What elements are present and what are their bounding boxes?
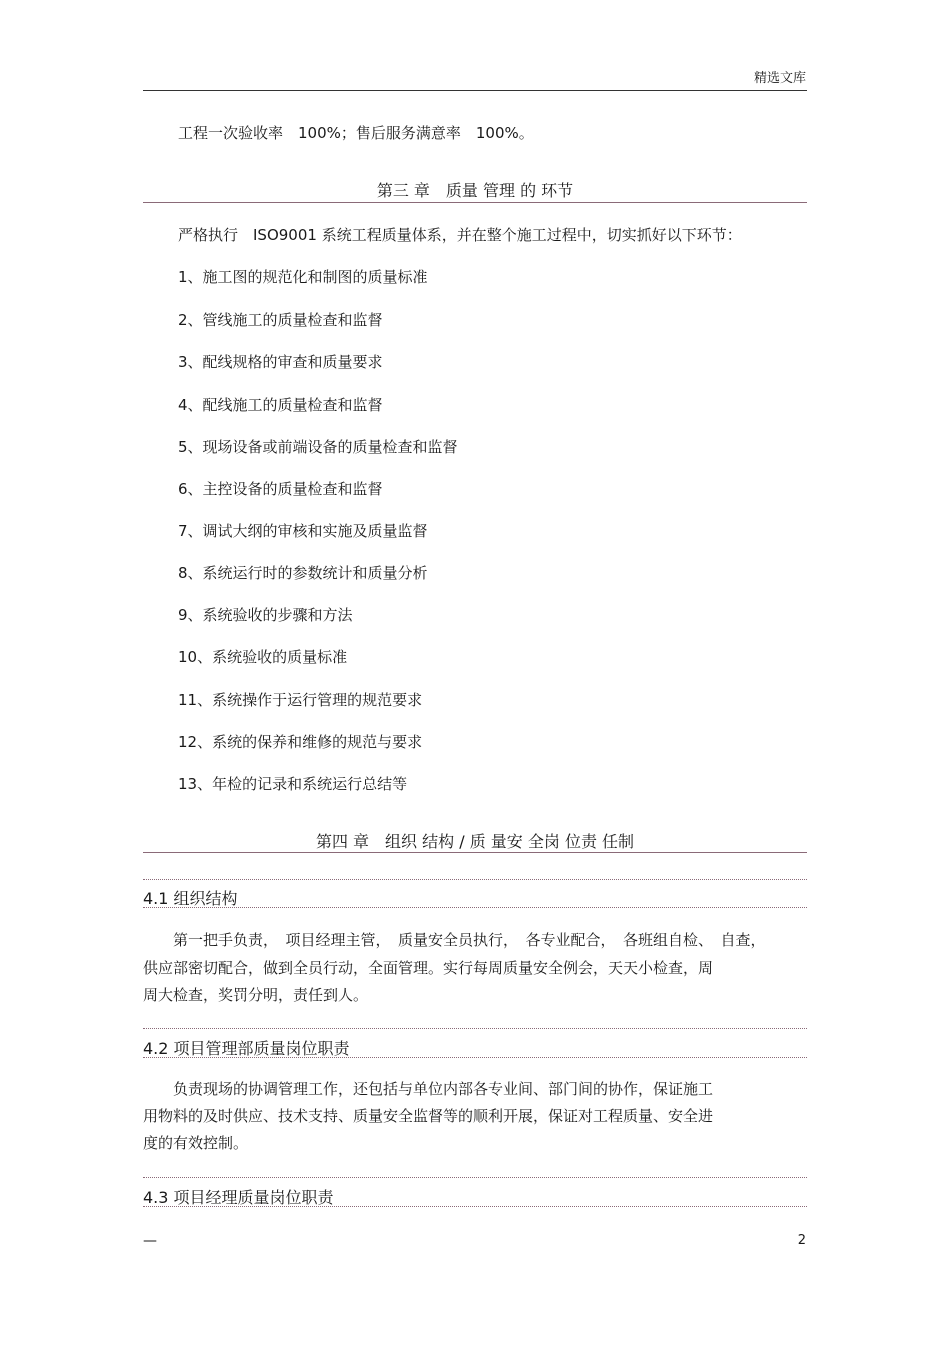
section-rule-top: [143, 879, 807, 880]
section-heading-4-2: 4.2 项目管理部质量岗位职责: [143, 1039, 350, 1058]
section-heading-4-3: 4.3 项目经理质量岗位职责: [143, 1188, 334, 1207]
list-item: 1、施工图的规范化和制图的质量标准: [178, 268, 428, 286]
list-item: 9、系统验收的步骤和方法: [178, 606, 353, 624]
section-heading-4-1: 4.1 组织结构: [143, 889, 238, 908]
footer-dash: —: [143, 1233, 157, 1249]
paragraph-line: 供应部密切配合，做到全员行动，全面管理。实行每周质量安全例会，天天小检查，周: [143, 959, 714, 977]
section-rule-top: [143, 1177, 807, 1178]
chapter3-rule: [143, 202, 807, 203]
list-item: 6、主控设备的质量检查和监督: [178, 480, 383, 498]
section-rule-bottom: [143, 907, 807, 908]
list-item: 4、配线施工的质量检查和监督: [178, 396, 383, 414]
list-item: 7、调试大纲的审核和实施及质量监督: [178, 522, 428, 540]
section-rule-bottom: [143, 1057, 807, 1058]
list-item: 13、年检的记录和系统运行总结等: [178, 775, 408, 793]
paragraph-line: 周大检查，奖罚分明，责任到人。: [143, 986, 369, 1004]
paragraph-line: 用物料的及时供应、技术支持、质量安全监督等的顺利开展，保证对工程质量、安全进: [143, 1107, 714, 1125]
list-item: 8、系统运行时的参数统计和质量分析: [178, 564, 428, 582]
intro-line: 工程一次验收率 100%；售后服务满意率 100%。: [178, 124, 534, 142]
paragraph-line: 负责现场的协调管理工作，还包括与单位内部各专业间、部门间的协作，保证施工: [143, 1080, 714, 1098]
list-item: 11、系统操作于运行管理的规范要求: [178, 691, 423, 709]
paragraph-line: 度的有效控制。: [143, 1134, 249, 1152]
chapter4-title: 第四 章 组织 结构 / 质 量安 全岗 位责 任制: [315, 832, 635, 851]
section-rule-bottom: [143, 1206, 807, 1207]
list-item: 10、系统验收的质量标准: [178, 648, 348, 666]
list-item: 5、现场设备或前端设备的质量检查和监督: [178, 438, 458, 456]
paragraph-line: 第一把手负责， 项目经理主管， 质量安全员执行， 各专业配合， 各班组自检、 自查，: [143, 931, 766, 949]
list-item: 12、系统的保养和维修的规范与要求: [178, 733, 423, 751]
list-item: 2、管线施工的质量检查和监督: [178, 311, 383, 329]
chapter3-title: 第三 章 质量 管理 的 环节: [376, 181, 574, 200]
header-brand: 精选文库: [753, 71, 806, 86]
section-rule-top: [143, 1028, 807, 1029]
chapter4-rule: [143, 852, 807, 853]
list-item: 3、配线规格的审查和质量要求: [178, 353, 383, 371]
header-divider: [143, 90, 807, 91]
page-number: 2: [797, 1233, 806, 1248]
chapter3-lead: 严格执行 ISO9001 系统工程质量体系，并在整个施工过程中，切实抓好以下环节：: [178, 226, 742, 244]
